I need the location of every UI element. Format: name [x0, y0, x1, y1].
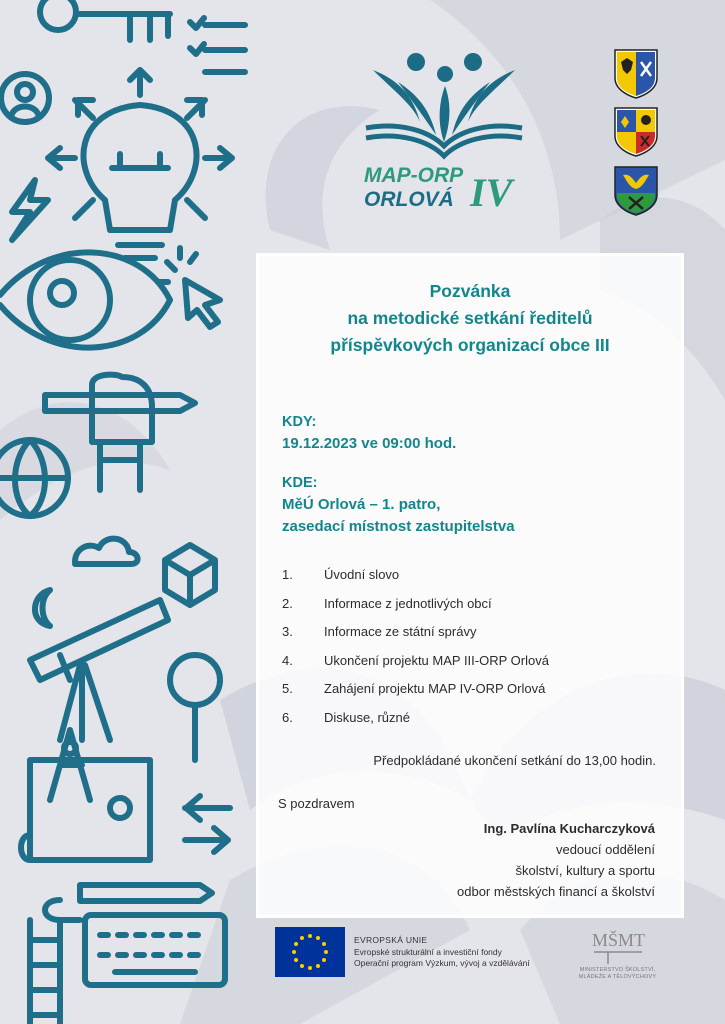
agenda-num: 6. [282, 709, 293, 725]
msmt-mark: MŠMT [592, 930, 645, 950]
agenda-num: 3. [282, 624, 293, 639]
title-line-1: Pozvánka [429, 281, 511, 301]
when-label: KDY: [282, 414, 317, 430]
logo-line1: MAP-ORP [364, 164, 464, 187]
greeting: S pozdravem [278, 796, 355, 811]
list-item [282, 681, 662, 710]
signatory-role-3: odbor městských financí a školství [457, 884, 655, 899]
agenda-text: Zahájení projektu MAP IV-ORP Orlová [324, 681, 546, 696]
signature-block [380, 818, 655, 902]
coat-of-arms-3 [613, 165, 659, 217]
msmt-mark-icon [590, 928, 645, 966]
agenda-num: 5. [282, 681, 293, 696]
msmt-logo [560, 926, 675, 986]
invitation-title [256, 278, 684, 359]
msmt-caption-2: MLÁDEŽE A TĚLOVÝCHOVY [578, 973, 657, 980]
coat-of-arms-2 [613, 106, 659, 158]
eu-flag-icon [275, 927, 345, 977]
title-line-3: příspěvkových organizací obce III [330, 335, 610, 355]
agenda-num: 4. [282, 652, 293, 668]
eu-text [354, 935, 530, 970]
signatory-role-2: školství, kultury a sportu [515, 863, 655, 878]
eu-line-3: Operační program Výzkum, vývoj a vzdělávání [354, 958, 530, 968]
title-line-2: na metodické setkání ředitelů [347, 308, 593, 328]
list-item [282, 567, 662, 596]
list-item [282, 710, 662, 739]
agenda-text: Úvodní slovo [324, 567, 400, 582]
where-label: KDE: [282, 475, 318, 491]
map-orp-logo [358, 50, 530, 220]
agenda-text: Informace z jednotlivých obcí [324, 595, 492, 611]
coat-of-arms-1 [613, 48, 659, 100]
eu-line-1: EVROPSKÁ UNIE [354, 935, 428, 945]
agenda-text: Diskuse, různé [324, 709, 410, 725]
list-item [282, 596, 662, 625]
agenda-num: 2. [282, 595, 293, 611]
eu-line-2: Evropské strukturální a investiční fondy [354, 946, 502, 957]
logo-roman: IV [470, 170, 513, 215]
signatory-role-1: vedoucí oddělení [555, 842, 655, 857]
msmt-caption [560, 967, 675, 980]
end-time-note: Předpokládané ukončení setkání do 13,00 hodin. [373, 753, 656, 768]
logo-line2: ORLOVÁ [364, 188, 454, 211]
when-value: 19.12.2023 ve 09:00 hod. [282, 435, 457, 452]
list-item [282, 653, 662, 682]
agenda-num: 1. [282, 567, 293, 582]
signatory-name: Ing. Pavlína Kucharczyková [483, 821, 655, 836]
agenda-list [282, 567, 662, 738]
where-line-2: zasedací místnost zastupitelstva [282, 518, 515, 535]
agenda-text: Ukončení projektu MAP III-ORP Orlová [324, 652, 549, 668]
msmt-caption-1: MINISTERSTVO ŠKOLSTVÍ, [579, 967, 656, 973]
where-line-1: MěÚ Orlová – 1. patro, [282, 496, 441, 513]
agenda-text: Informace ze státní správy [324, 624, 477, 639]
list-item [282, 624, 662, 653]
